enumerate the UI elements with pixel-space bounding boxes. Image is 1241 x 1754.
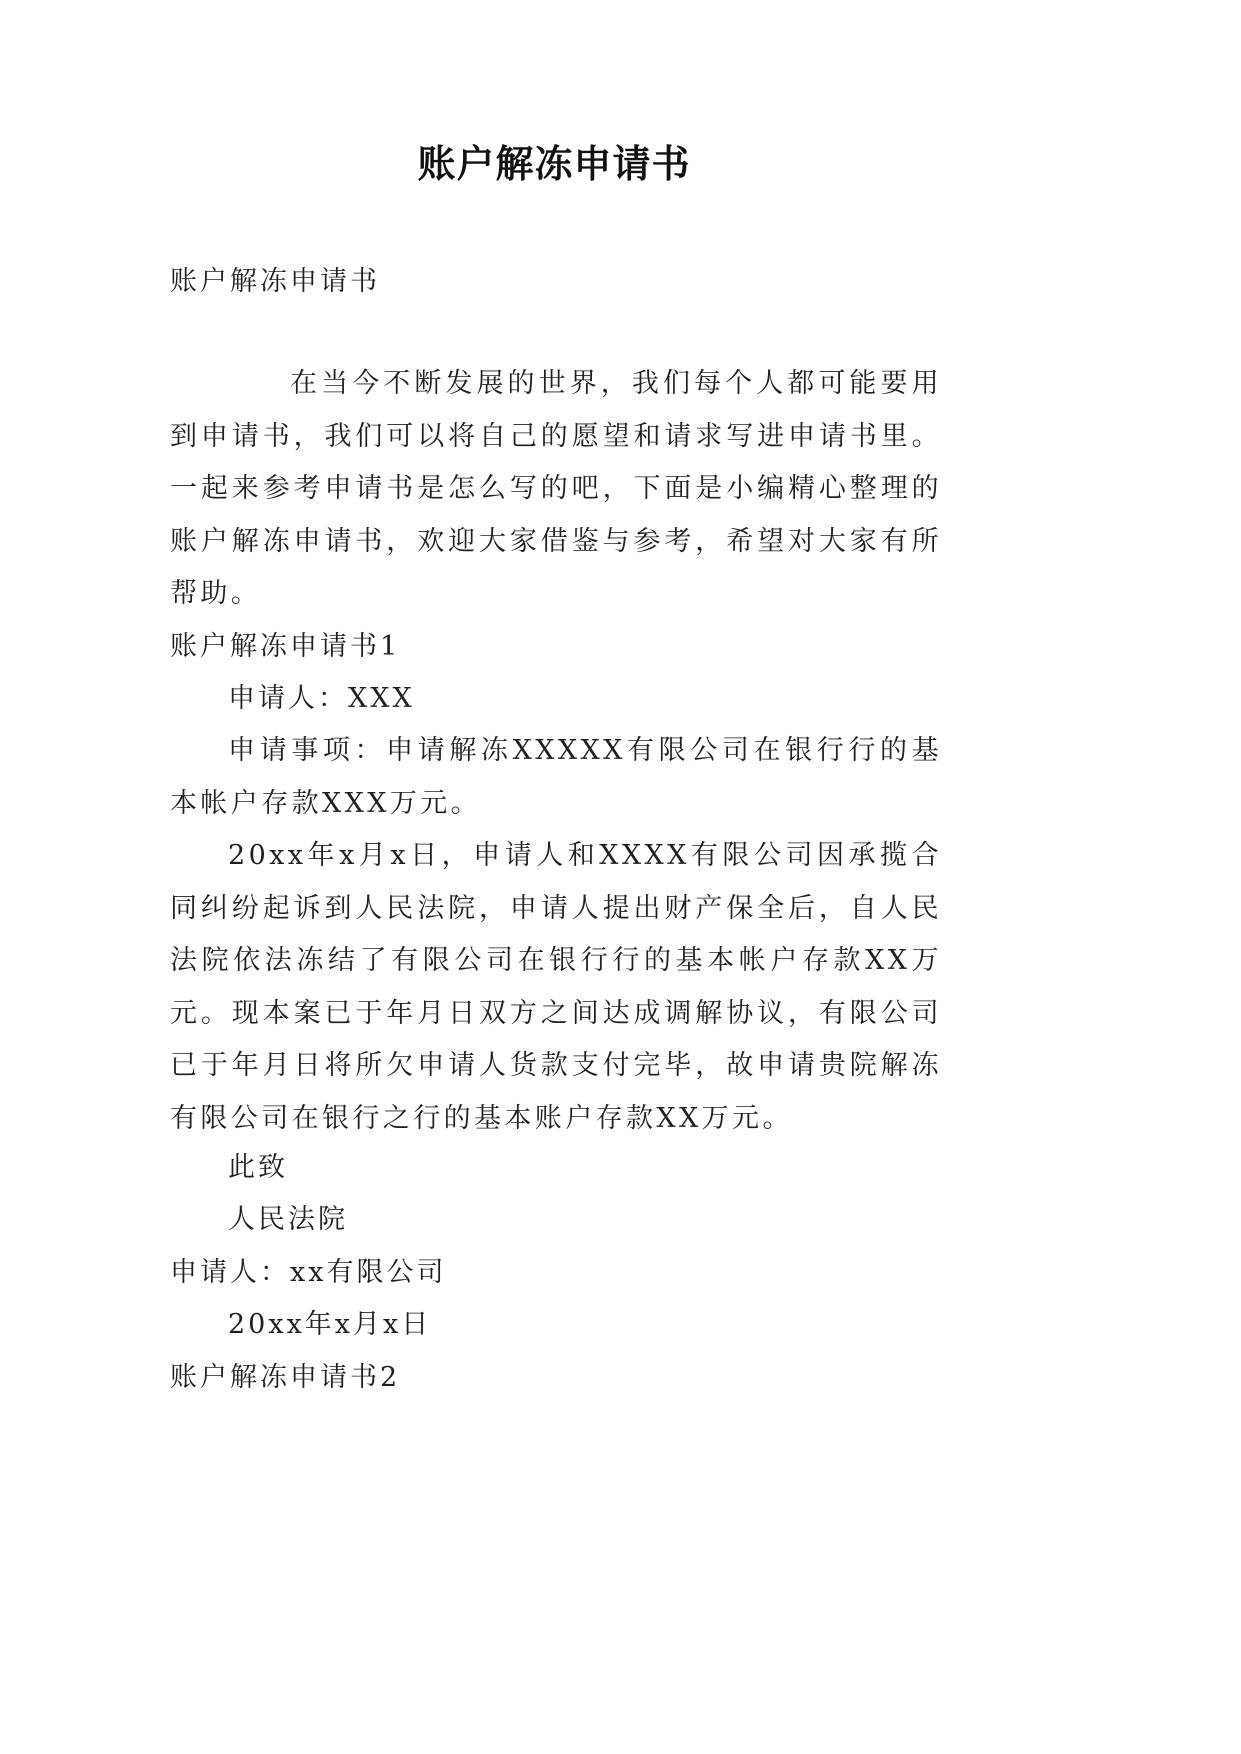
section1-signature: 申请人：xx有限公司 — [170, 1257, 447, 1288]
document-title: 账户解冻申请书 — [417, 142, 691, 186]
section1-body: 20xx年x月x日，申请人和XXXX有限公司因承揽合同纠纷起诉到人民法院，申请人提出财产保全后，自人民法院依法冻结了有限公司在银行行的基本帐户存款XX万元。现本案已于年月日双方之间达成调解协议，有限公司已于年月日将所欠申请人货款支付完毕，故申请贵院解冻有限公司在银行之行的基本账户存款XX万元。 — [170, 840, 942, 1134]
document-subtitle: 账户解冻申请书 — [170, 266, 380, 297]
section1-heading: 账户解冻申请书1 — [170, 631, 401, 662]
section2-heading: 账户解冻申请书2 — [170, 1362, 401, 1393]
section1-recipient: 人民法院 — [228, 1204, 348, 1235]
section1-applicant: 申请人：XXX — [228, 683, 415, 714]
section1-matter: 申请事项：申请解冻XXXXX有限公司在银行行的基本帐户存款XXX万元。 — [170, 735, 942, 819]
intro-paragraph: 在当今不断发展的世界，我们每个人都可能要用到申请书，我们可以将自己的愿望和请求写进申请书里。一起来参考申请书是怎么写的吧，下面是小编精心整理的账户解冻申请书，欢迎大家借鉴与参考，希望对大家有所帮助。 — [170, 368, 942, 609]
section1-closing: 此致 — [228, 1152, 288, 1183]
section1-date: 20xx年x月x日 — [228, 1309, 432, 1340]
